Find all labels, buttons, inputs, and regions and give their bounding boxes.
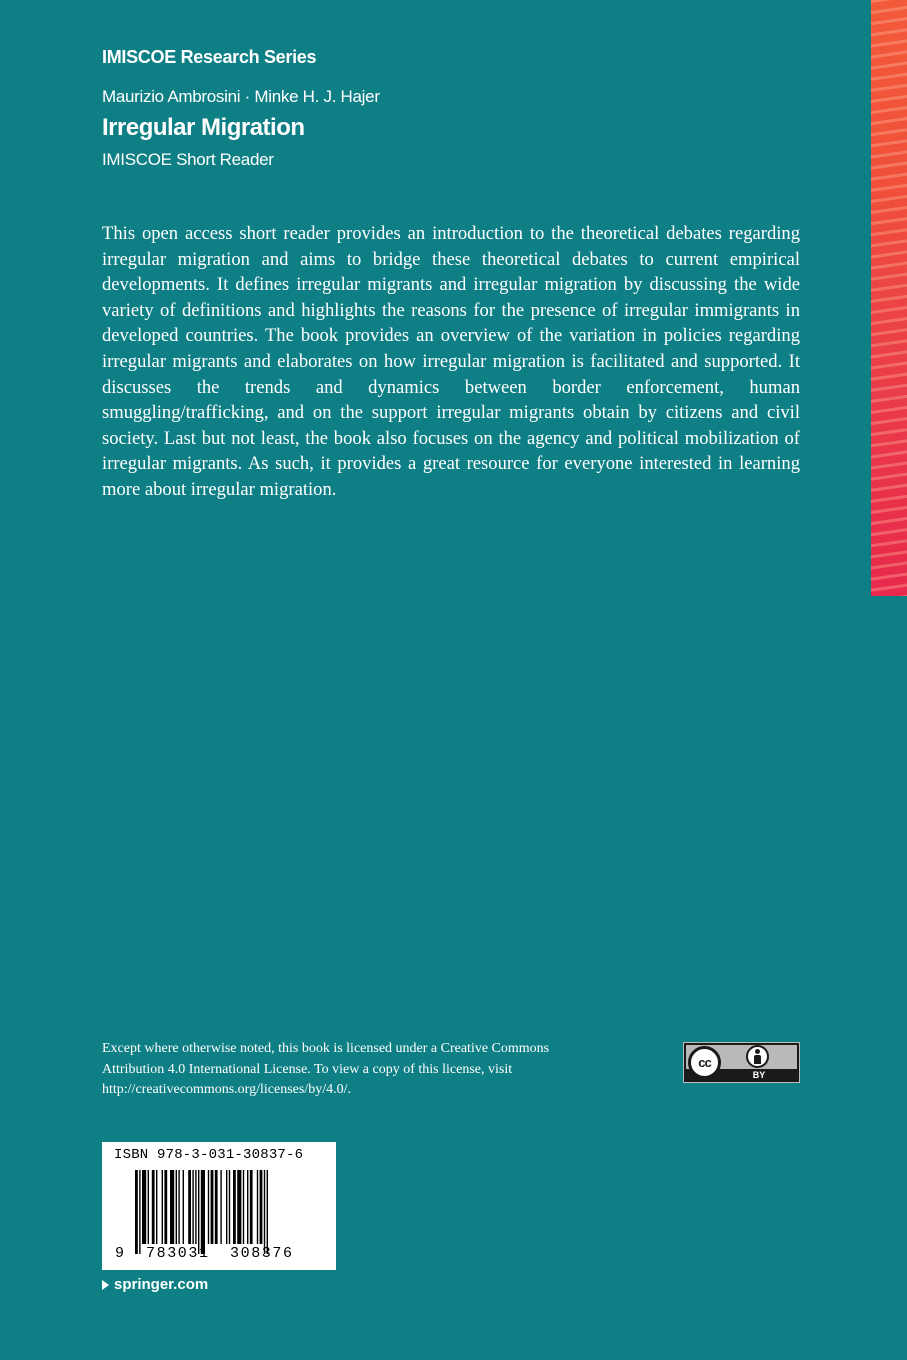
ean-left-group: 783031 [146,1245,210,1262]
barcode-bar [243,1170,244,1244]
publisher-url: springer.com [114,1276,209,1293]
barcode-bar [250,1170,253,1244]
isbn-barcode [102,1142,336,1270]
barcode-bar [247,1170,248,1244]
barcode-bar [198,1170,199,1254]
ean-first-digit: 9 [115,1245,125,1262]
barcode-bar [229,1170,230,1244]
barcode-bar [156,1170,157,1244]
book-blurb: This open access short reader provides an introduction to the theoretical debates regarding irregular migration and aims to bridge these theoretical debates to current empirical developments. It defines irregular migrants and irregular migration by discussing the wide variety of definitions and highlights the reasons for the presence of irregular immigrants in developed countries. The book provides an overview of the variation in policies regarding irregular migrants and elaborates on how irregular migration is facilitated and supported. It discusses the trends and dynamics between border enforcement, human smuggling/trafficking, and on the support irregular migrants obtain by citizens and civil society. Last but not least, the book also focuses on the agency and political mobilization of irregular migrants. As such, it provides a great resource for everyone interested in learning more about irregular migration. [102,223,800,500]
by-label: BY [752,1070,766,1080]
barcode-bar [135,1170,138,1254]
barcode-bar [201,1170,205,1254]
cc-icon-label: cc [698,1055,711,1070]
book-subtitle: IMISCOE Short Reader [102,150,274,169]
barcode-bar [257,1170,258,1244]
book-title: Irregular Migration [102,114,305,141]
barcode-bar [178,1170,179,1244]
ean-right-group: 308376 [230,1245,294,1262]
barcode-bar [237,1170,241,1244]
person-icon-body [754,1055,761,1064]
barcode-bar [148,1170,149,1244]
barcode-bar [226,1170,227,1244]
barcode-bar [170,1170,174,1244]
barcode-bar [233,1170,236,1244]
barcode-bar [215,1170,218,1244]
barcode-bar [162,1170,163,1244]
barcode-bar [188,1170,191,1244]
book-authors: Maurizio Ambrosini · Minke H. J. Hajer [102,87,380,106]
arrow-right-icon [102,1280,109,1290]
creative-commons-icon [688,1046,721,1079]
isbn-label: ISBN 978-3-031-30837-6 [114,1147,304,1163]
barcode-bar [211,1170,214,1244]
barcode-bars [135,1170,270,1254]
barcode-bar [142,1170,146,1244]
barcode-bar [164,1170,167,1244]
barcode-bar [139,1170,140,1254]
attribution-person-icon [746,1045,769,1068]
ean-digits [102,1245,336,1265]
person-icon-head [755,1049,760,1054]
series-name: IMISCOE Research Series [102,47,317,67]
license-notice: Except where otherwise noted, this book is licensed under a Creative Commons Attribution 4.0 International License. To view a copy of this license, visit http://creativecommons.org/licenses/by/4.0/. [102,1041,550,1097]
barcode-bar [152,1170,155,1244]
barcode-bar [195,1170,196,1244]
barcode-bar [208,1170,209,1244]
decorative-accent-stripe [871,0,907,596]
barcode-bar [176,1170,177,1244]
barcode-bar [183,1170,184,1244]
barcode-bar [260,1170,263,1244]
barcode-bar [264,1170,265,1254]
barcode-bar [192,1170,193,1244]
cc-by-license-badge [683,1042,800,1083]
barcode-bar [220,1170,221,1244]
publisher-link[interactable] [102,1276,208,1293]
barcode-bar [267,1170,268,1254]
